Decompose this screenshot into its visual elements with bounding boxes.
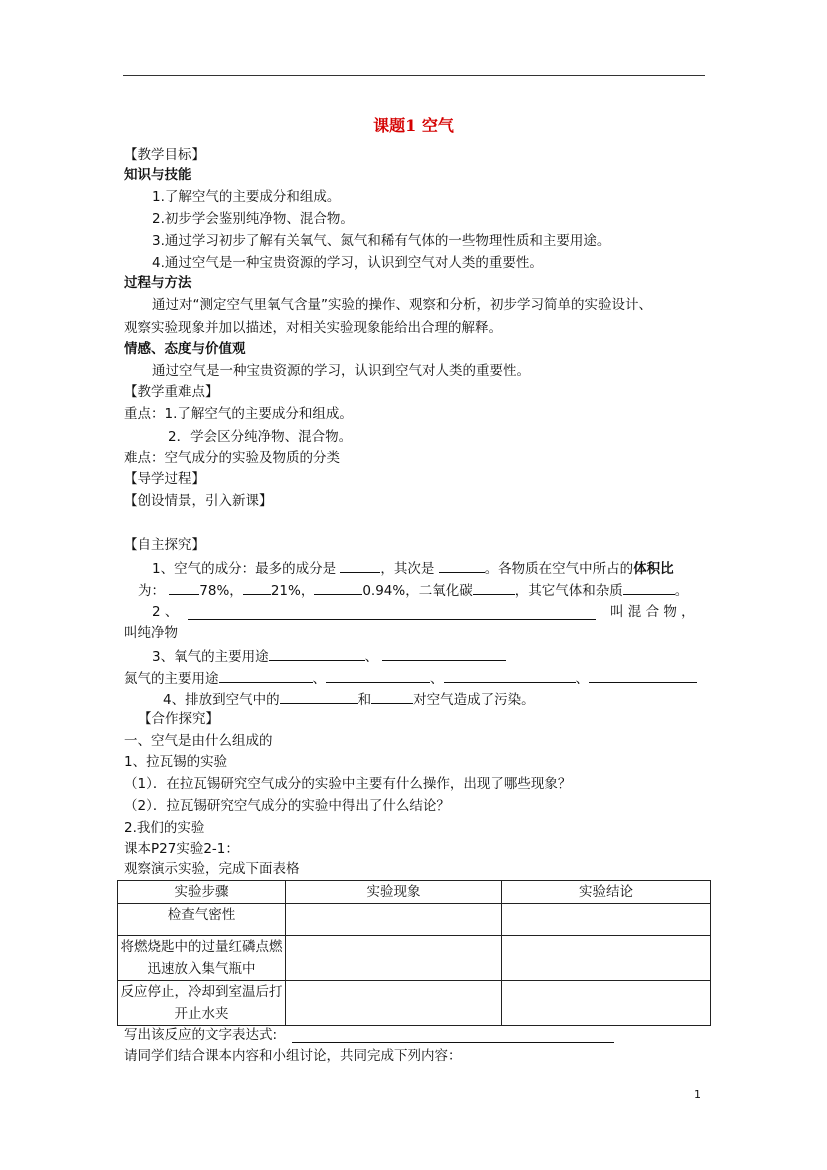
experiment-table [117,880,711,1026]
blank-oxygen-1[interactable] [269,646,365,661]
blank-equation[interactable] [292,1042,614,1043]
knowledge-item-2: 2.初步学会鉴别纯净物、混合物。 [152,211,354,227]
blank-second[interactable] [439,558,485,573]
q4-lead: 3、氧气的主要用途 [152,649,269,665]
table-cell-conclusion[interactable] [502,981,711,1026]
table-header: 实验现象 [286,881,502,904]
q5-sep2: 、 [430,671,444,687]
table-cell-step: 检查气密性 [118,904,286,936]
process-heading: 过程与方法 [124,275,192,291]
blank-co2[interactable] [473,580,515,595]
page-number: 1 [694,1088,701,1101]
coop-5: 2.我们的实验 [124,820,205,836]
q1-part-c: 。各物质在空气中所占的 [484,561,634,577]
q3-mixture: 叫 混 合 物 ， [610,604,695,620]
question-1-cont [138,580,688,600]
q5-lead: 氮气的主要用途 [124,671,219,687]
keypoints-heading: 【教学重难点】 [124,384,219,400]
knowledge-item-4: 4.通过空气是一种宝贵资源的学习，认识到空气对人类的重要性。 [152,255,543,271]
q6-lead: 4、排放到空气中的 [163,692,280,708]
q3-lead: 2 、 [152,604,179,620]
q5-sep1: 、 [312,671,326,687]
coop-3: （1）．在拉瓦锡研究空气成分的实验中主要有什么操作，出现了哪些现象？ [124,776,572,792]
q6-and: 和 [357,692,372,708]
difficulty: 难点：空气成分的实验及物质的分类 [124,450,340,466]
question-pollution [163,689,535,709]
blank-nitrogen-2[interactable] [326,668,430,683]
blank-pollutant-1[interactable] [280,689,358,704]
q3-pure: 叫纯净物 [124,625,178,641]
blank-mixture[interactable] [188,619,596,620]
coop-7: 观察演示实验，完成下面表格 [124,861,300,877]
keypoint-2: 2．学会区分纯净物、混合物。 [168,429,353,445]
equation-prompt: 写出该反应的文字表达式: [124,1027,278,1043]
emotion-line: 通过空气是一种宝贵资源的学习，认识到空气对人类的重要性。 [152,363,530,379]
coop-4: （2）．拉瓦锡研究空气成分的实验中得出了什么结论？ [124,798,450,814]
blank-78[interactable] [169,580,199,595]
keypoint-1: 重点：1.了解空气的主要成分和组成。 [124,406,353,422]
knowledge-item-3: 3.通过学习初步了解有关氧气、氮气和稀有气体的一些物理性质和主要用途。 [152,233,611,249]
pct-78: 78%， [199,583,243,599]
blank-oxygen-2[interactable] [382,646,506,661]
q1-part-d: 体积比 [633,561,674,577]
question-1 [152,558,674,578]
blank-others[interactable] [623,580,675,595]
table-header: 实验步骤 [118,881,286,904]
coop-6: 课本P27实验2-1： [124,841,239,857]
q1-part-a: 1、空气的成分：最多的成分是 [152,561,337,577]
table-header: 实验结论 [502,881,711,904]
knowledge-heading: 知识与技能 [124,167,192,183]
blank-nitrogen-1[interactable] [219,668,313,683]
table-cell-step: 将燃烧匙中的过量红磷点燃迅速放入集气瓶中 [118,936,286,981]
guide-heading: 【导学过程】 [124,471,205,487]
process-line-2: 观察实验现象并加以描述，对相关实验现象能给出合理的解释。 [124,320,502,336]
table-row [118,904,711,936]
question-nitrogen [124,668,697,688]
q2-end: 。 [674,583,689,599]
blank-most[interactable] [340,558,380,573]
page-title: 课题1 空气 [373,116,454,135]
discussion-prompt: 请同学们结合课本内容和小组讨论，共同完成下列内容： [124,1048,462,1064]
blank-nitrogen-3[interactable] [444,668,576,683]
knowledge-item-1: 1.了解空气的主要成分和组成。 [152,189,341,205]
objectives-heading: 【教学目标】 [124,147,205,163]
table-row [118,936,711,981]
q1-part-b: ，其次是 [380,561,435,577]
q2-rest: ，其它气体和杂质 [514,583,623,599]
q6-rest: 对空气造成了污染。 [413,692,535,708]
self-study-heading: 【自主探究】 [124,537,205,553]
q5-sep3: 、 [575,671,589,687]
emotion-heading: 情感、态度与价值观 [124,341,246,357]
table-cell-conclusion[interactable] [502,936,711,981]
coop-heading: 【合作探究】 [138,711,219,727]
blank-094[interactable] [314,580,362,595]
table-cell-observation[interactable] [286,936,502,981]
blank-pollutant-2[interactable] [371,689,413,704]
table-cell-step: 反应停止，冷却到室温后打开止水夹 [118,981,286,1026]
q2-lead: 为： [138,583,165,599]
table-cell-observation[interactable] [286,904,502,936]
table-header-row [118,881,711,904]
process-line-1: 通过对“测定空气里氧气含量”实验的操作、观察和分析，初步学习简单的实验设计、 [152,297,652,313]
header-rule [123,75,705,76]
table-row [118,981,711,1026]
pct-21: 21%， [270,583,315,599]
question-oxygen [152,646,506,666]
blank-nitrogen-4[interactable] [589,668,697,683]
table-cell-conclusion[interactable] [502,904,711,936]
coop-2: 1、拉瓦锡的实验 [124,754,228,770]
intro-heading: 【创设情景，引入新课】 [124,493,273,509]
pct-094: 0.94%，二氧化碳 [362,583,473,599]
coop-1: 一、空气是由什么组成的 [124,733,273,749]
table-cell-observation[interactable] [286,981,502,1026]
q4-sep: 、 [364,649,379,665]
blank-21[interactable] [243,580,271,595]
